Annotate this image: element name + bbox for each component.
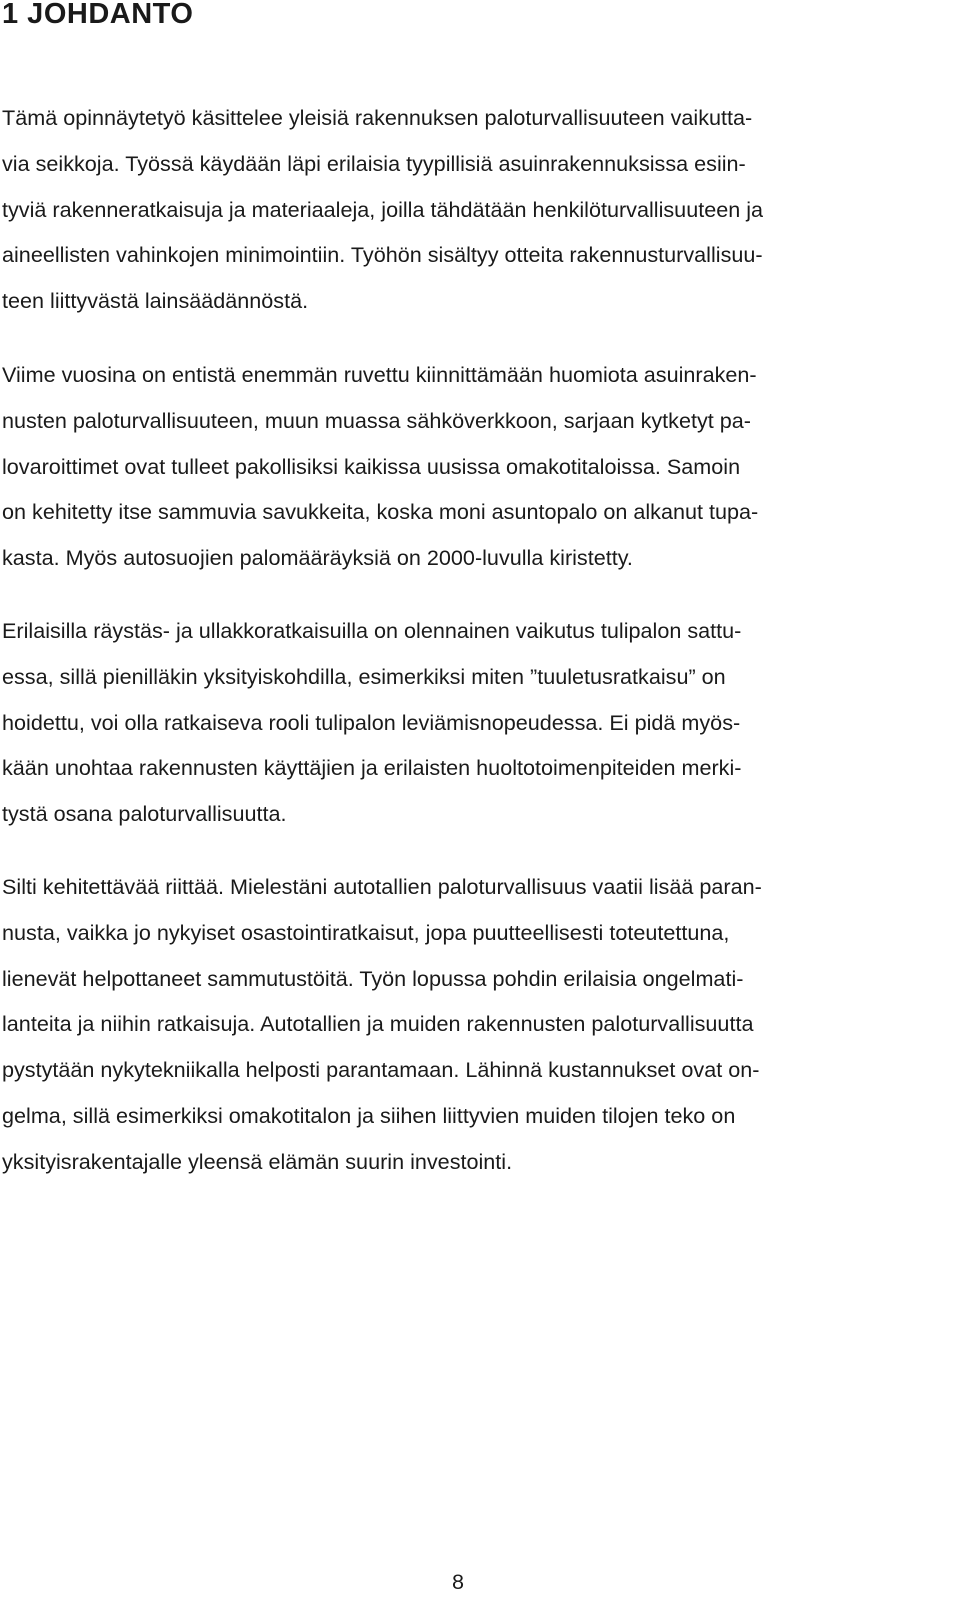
paragraph-line: nusten paloturvallisuuteen, muun muassa sähköverkkoon, sarjaan kytketyt pa- <box>2 407 751 433</box>
paragraph-line: on kehitetty itse sammuvia savukkeita, koska moni asuntopalo on alkanut tupa- <box>2 499 759 525</box>
chapter-heading: 1 JOHDANTO <box>2 0 194 30</box>
paragraph-line: teen liittyvästä lainsäädännöstä. <box>2 288 309 314</box>
paragraph-line: hoidettu, voi olla ratkaiseva rooli tulipalon leviämisnopeudessa. Ei pidä myös- <box>2 709 741 735</box>
paragraph-line: tystä osana paloturvallisuutta. <box>2 801 287 827</box>
paragraph-line: aineellisten vahinkojen minimointiin. Työhön sisältyy otteita rakennusturvallisuu- <box>2 242 763 268</box>
paragraph-line: Viime vuosina on entistä enemmän ruvettu kiinnittämään huomiota asuinraken- <box>2 362 757 387</box>
paragraph-line: via seikkoja. Työssä käydään läpi erilaisia tyypillisiä asuinrakennuksissa esiin- <box>2 150 746 176</box>
paragraph-line: kään unohtaa rakennusten käyttäjien ja erilaisten huoltotoimenpiteiden merki- <box>2 755 742 781</box>
paragraph-line: yksityisrakentajalle yleensä elämän suurin investointi. <box>2 1148 513 1174</box>
page-number: 8 <box>452 1569 465 1594</box>
paragraph-3 <box>2 608 741 837</box>
paragraph-line: gelma, sillä esimerkiksi omakotitalon ja siihen liittyvien muiden tilojen teko on <box>2 1102 736 1128</box>
paragraph-line: Silti kehitettävää riittää. Mielestäni autotallien paloturvallisuus vaatii lisää paran- <box>2 874 762 899</box>
paragraph-line: Erilaisilla räystäs- ja ullakkoratkaisuilla on olennainen vaikutus tulipalon sattu- <box>2 618 742 643</box>
paragraph-1 <box>2 95 763 324</box>
paragraph-line: essa, sillä pienilläkin yksityiskohdilla, esimerkiksi miten ”tuuletusratkaisu” on <box>2 663 726 689</box>
paragraph-line: tyviä rakenneratkaisuja ja materiaaleja, joilla tähdätään henkilöturvallisuuteen ja <box>2 196 764 222</box>
paragraph-line: Tämä opinnäytetyö käsittelee yleisiä rakennuksen paloturvallisuuteen vaikutta- <box>2 105 753 130</box>
paragraph-line: lovaroittimet ovat tulleet pakollisiksi kaikissa uusissa omakotitaloissa. Samoin <box>2 453 741 479</box>
paragraph-4 <box>2 864 762 1185</box>
paragraph-line: lienevät helpottaneet sammutustöitä. Työn lopussa pohdin erilaisia ongelmati- <box>2 965 744 991</box>
paragraph-2 <box>2 352 758 581</box>
paragraph-line: kasta. Myös autosuojien palomääräyksiä on 2000-luvulla kiristetty. <box>2 545 633 571</box>
paragraph-line: pystytään nykytekniikalla helposti parantamaan. Lähinnä kustannukset ovat on- <box>2 1057 760 1083</box>
paragraph-line: nusta, vaikka jo nykyiset osastointiratkaisut, jopa puutteellisesti toteutettuna, <box>2 919 730 945</box>
paragraph-line: lanteita ja niihin ratkaisuja. Autotallien ja muiden rakennusten paloturvallisuutta <box>2 1011 754 1037</box>
